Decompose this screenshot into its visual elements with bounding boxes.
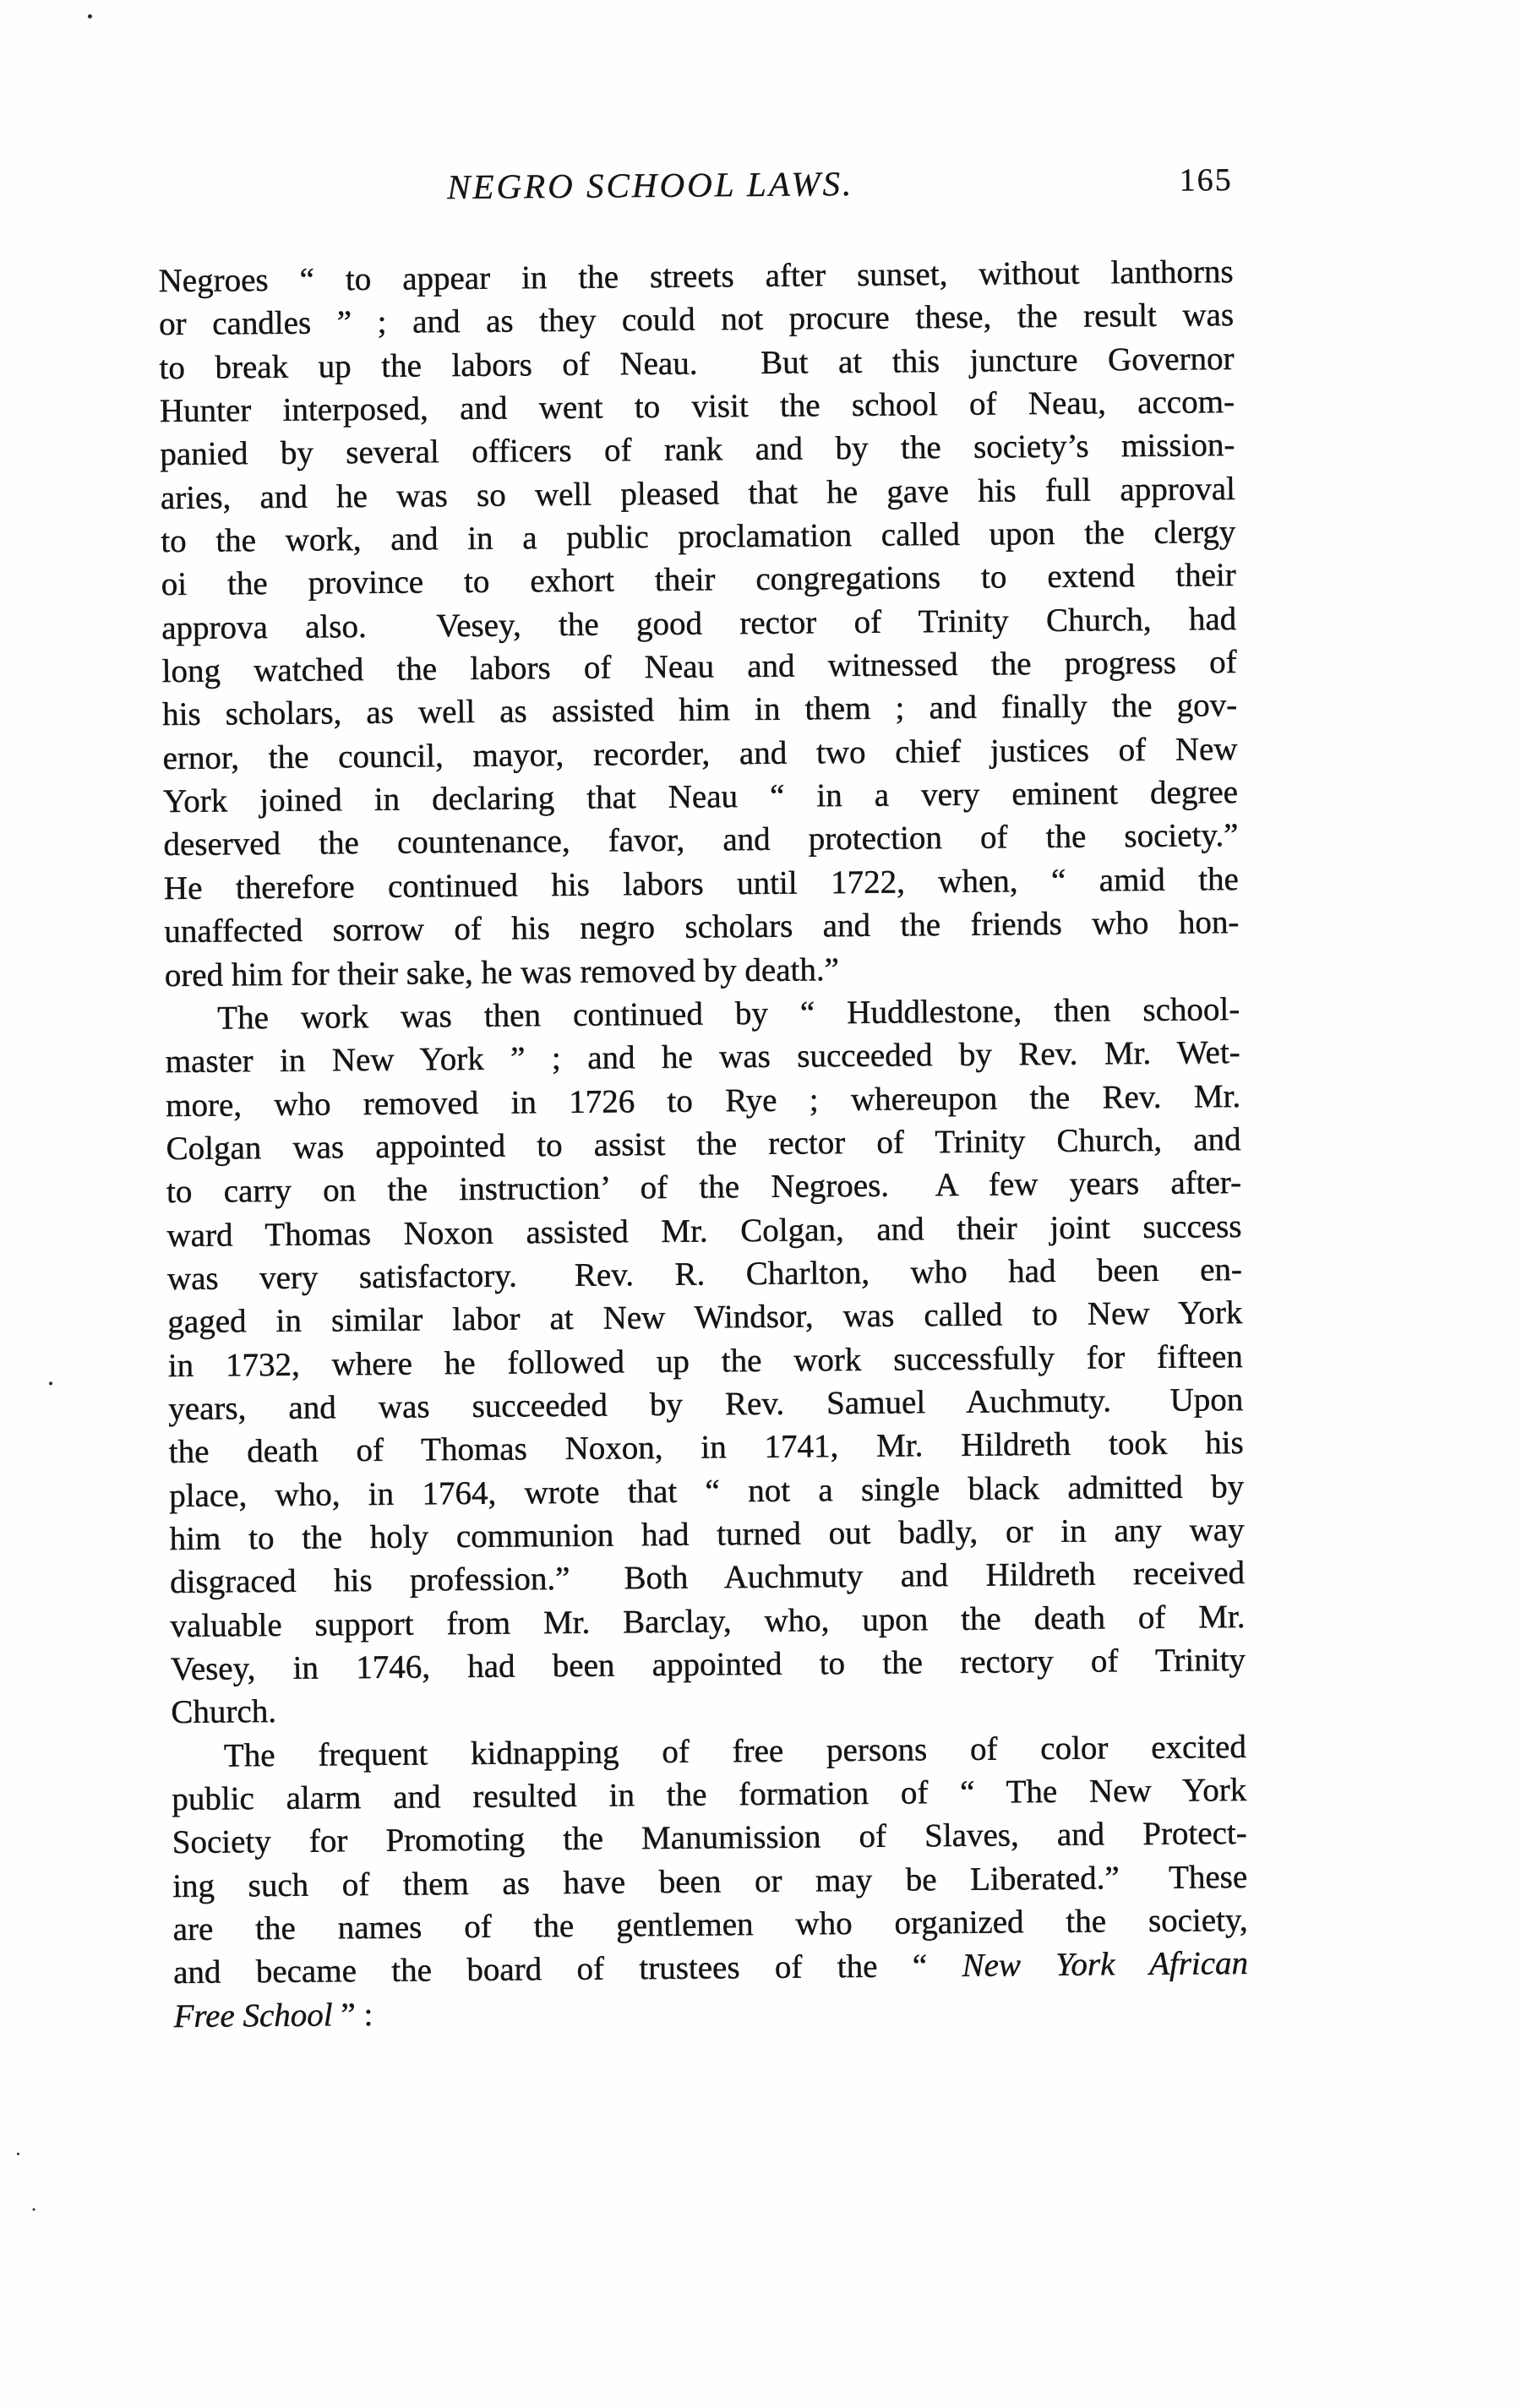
text-line: The frequent kidnapping of free persons of color excited	[223, 1728, 1247, 1774]
text-line: to the work, and in a public proclamation called upon the clergy	[161, 514, 1236, 560]
paragraph	[158, 250, 1240, 997]
text-line: public alarm and resulted in the formation of “ The New York	[172, 1772, 1247, 1818]
text-line: to break up the labors of Neau. But at this juncture Governor	[159, 340, 1235, 386]
text-run: and became the board of trustees of the “	[172, 1948, 962, 1991]
page-number: 165	[1179, 162, 1233, 199]
text-run-italic: New York African	[962, 1945, 1249, 1985]
text-line: Negroes “ to appear in the streets after sunset, without lanthorns	[158, 253, 1234, 300]
text-line: the death of Thomas Noxon, in 1741, Mr. Hildreth took his	[168, 1425, 1244, 1471]
text-line: He therefore continued his labors until 1722, when, “ amid the	[163, 860, 1240, 907]
text-line: place, who, in 1764, wrote that “ not a single black admitted by	[169, 1468, 1245, 1514]
text-line: his scholars, as well as assisted him in them ; and finally the gov-	[161, 687, 1238, 733]
text-line: valuable support from Mr. Barclay, who, upon the death of Mr.	[170, 1598, 1246, 1644]
text-line: The work was then continued by “ Huddlestone, then school-	[217, 990, 1240, 1037]
text-line: deserved the countenance, favor, and protection of the society.”	[163, 817, 1239, 864]
text-line: to carry on the instruction’ of the Negroes. A few years after-	[166, 1164, 1242, 1211]
text-line: him to the holy communion had turned out badly, or in any way	[169, 1511, 1245, 1558]
text-line: disgraced his profession.” Both Auchmuty and Hildreth received	[169, 1555, 1246, 1601]
text-line: are the names of the gentlemen who organized the society,	[172, 1902, 1248, 1948]
text-run: ” :	[332, 1996, 373, 2034]
text-run-italic: Free School	[173, 1997, 333, 2035]
text-line: oi the province to exhort their congregations to extend their	[161, 557, 1236, 603]
text-line: panied by several officers of rank and by the society’s mission-	[160, 427, 1235, 473]
text-line: York joined in declaring that Neau “ in a very eminent degree	[162, 774, 1239, 820]
text-line: ernor, the council, mayor, recorder, and two chief justices of New	[162, 730, 1238, 776]
text-line: approva also. Vesey, the good rector of Trinity Church, had	[161, 600, 1237, 646]
paragraph	[165, 988, 1246, 1735]
paragraph	[172, 1725, 1249, 2038]
text-line	[173, 1986, 1248, 2038]
text-line: aries, and he was so well pleased that he gave his full approval	[160, 470, 1236, 516]
text-line: ing such of them as have been or may be Liberated.” These	[172, 1858, 1248, 1904]
text-line: ored him for their sake, he was removed by death.”	[164, 951, 840, 994]
scan-speck	[88, 14, 92, 19]
text-line: ward Thomas Noxon assisted Mr. Colgan, and their joint success	[166, 1207, 1242, 1254]
text-line: years, and was succeeded by Rev. Samuel Auchmuty. Upon	[168, 1381, 1244, 1428]
text-line: master in New York ” ; and he was succeeded by Rev. Mr. Wet-	[165, 1034, 1240, 1081]
scan-speck	[33, 2209, 35, 2211]
text-line: more, who removed in 1726 to Rye ; whereupon the Rev. Mr.	[165, 1077, 1241, 1124]
text-line: unaffected sorrow of his negro scholars and the friends who hon-	[164, 904, 1240, 951]
text-line: in 1732, where he followed up the work successfully for fifteen	[167, 1337, 1243, 1384]
text-line: Society for Promoting the Manumission of Slaves, and Protect-	[172, 1815, 1247, 1861]
text-line: was very satisfactory. Rev. R. Charlton, who had been en-	[166, 1250, 1243, 1298]
text-line: gaged in similar labor at New Windsor, was called to New York	[167, 1294, 1243, 1341]
text-line: Vesey, in 1746, had been appointed to the rectory of Trinity	[170, 1642, 1246, 1688]
scan-speck	[49, 1381, 52, 1385]
running-header	[158, 160, 1233, 213]
text-line: Hunter interposed, and went to visit the school of Neau, accom-	[159, 384, 1235, 430]
text-line: Colgan was appointed to assist the rector of Trinity Church, and	[166, 1120, 1241, 1168]
body-text	[158, 250, 1248, 2038]
text-line: or candles ” ; and as they could not procure these, the result was	[158, 297, 1235, 343]
page-title: NEGRO SCHOOL LAWS.	[446, 163, 854, 207]
text-line: Church.	[171, 1693, 277, 1731]
scan-speck	[17, 2153, 19, 2155]
text-line: long watched the labors of Neau and witnessed the progress of	[161, 644, 1237, 690]
